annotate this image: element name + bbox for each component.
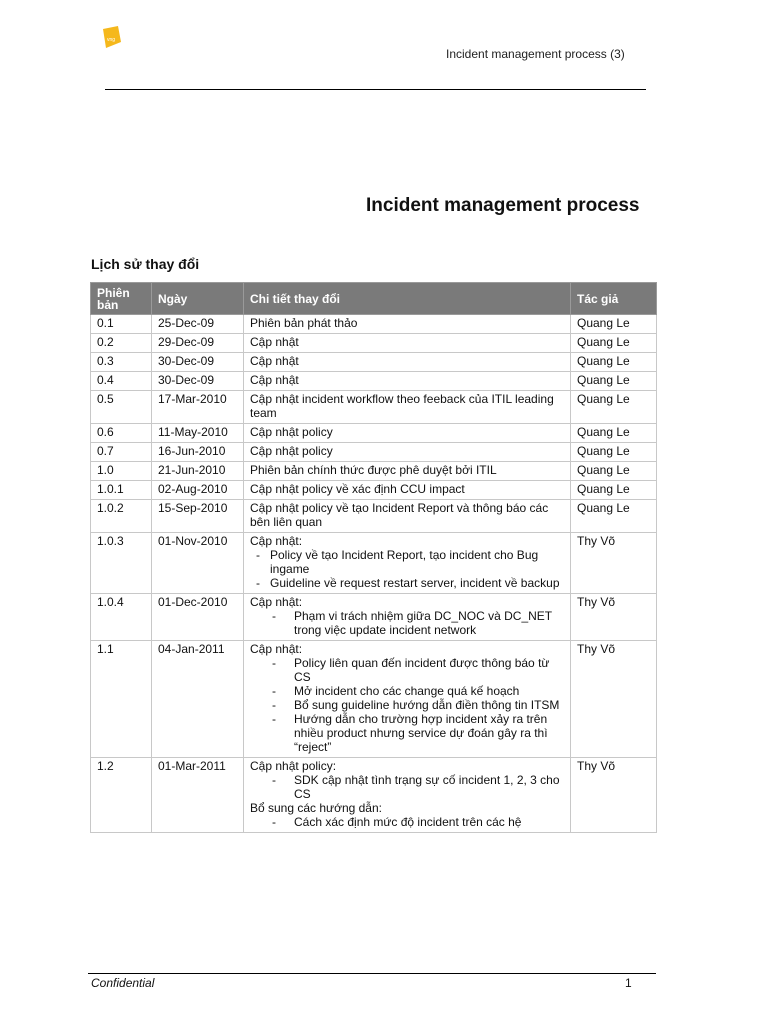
details-text: Cập nhật	[250, 373, 299, 387]
details-cell	[244, 533, 571, 594]
version-cell: 1.0.4	[91, 594, 152, 641]
table-row	[91, 315, 657, 334]
author-cell: Thy Võ	[571, 594, 657, 641]
section-heading: Lịch sử thay đổi	[91, 256, 200, 272]
details-bullet-item: - Policy về tạo Incident Report, tạo incident cho Bug ingame	[250, 548, 564, 576]
details-cell	[244, 462, 571, 481]
details-cell	[244, 758, 571, 833]
date-cell: 21-Jun-2010	[152, 462, 244, 481]
table-body	[91, 315, 657, 833]
details-text: Cập nhật:	[250, 595, 303, 609]
date-cell: 29-Dec-09	[152, 334, 244, 353]
version-cell: 1.0.3	[91, 533, 152, 594]
details-cell	[244, 424, 571, 443]
details-cell	[244, 641, 571, 758]
page-number: 1	[625, 976, 632, 990]
table-row	[91, 641, 657, 758]
details-text: Cập nhật policy về xác định CCU impact	[250, 482, 465, 496]
change-history-table	[90, 282, 657, 833]
version-cell: 1.0	[91, 462, 152, 481]
details-text: Cập nhật policy	[250, 425, 333, 439]
details-bullet-item: - Mở incident cho các change quá kế hoạch	[250, 684, 564, 698]
header-divider	[105, 89, 646, 90]
date-cell: 02-Aug-2010	[152, 481, 244, 500]
details-cell	[244, 391, 571, 424]
author-cell: Thy Võ	[571, 641, 657, 758]
version-cell: 1.0.1	[91, 481, 152, 500]
table-row	[91, 594, 657, 641]
details-text: Bổ sung các hướng dẫn:	[250, 801, 382, 815]
version-cell: 0.7	[91, 443, 152, 462]
details-bullet-item: - Guideline về request restart server, incident về backup	[250, 576, 564, 590]
author-cell: Thy Võ	[571, 758, 657, 833]
version-cell: 0.2	[91, 334, 152, 353]
details-text: Phiên bản phát thảo	[250, 316, 358, 330]
details-text: Cập nhật	[250, 354, 299, 368]
version-cell: 1.2	[91, 758, 152, 833]
author-cell: Quang Le	[571, 315, 657, 334]
table-row	[91, 353, 657, 372]
date-cell: 30-Dec-09	[152, 353, 244, 372]
details-cell	[244, 334, 571, 353]
details-bullet-list	[250, 773, 564, 801]
version-cell: 1.1	[91, 641, 152, 758]
svg-text:vng: vng	[107, 37, 116, 43]
date-cell: 25-Dec-09	[152, 315, 244, 334]
column-header-date: Ngày	[152, 283, 244, 315]
details-text: Cập nhật:	[250, 642, 303, 656]
details-bullet-item: - Phạm vi trách nhiệm giữa DC_NOC và DC_NET trong việc update incident network	[250, 609, 564, 637]
company-logo	[101, 25, 123, 50]
table-row	[91, 391, 657, 424]
details-cell	[244, 315, 571, 334]
date-cell: 01-Nov-2010	[152, 533, 244, 594]
details-text: Cập nhật policy	[250, 444, 333, 458]
column-header-version: Phiên bản	[91, 283, 152, 315]
author-cell: Quang Le	[571, 334, 657, 353]
details-text: Cập nhật	[250, 335, 299, 349]
author-cell: Quang Le	[571, 481, 657, 500]
author-cell: Quang Le	[571, 391, 657, 424]
details-bullet-item: - Hướng dẫn cho trường hợp incident xảy ra trên nhiều product nhưng service dự đoán gây ra thì “reject”	[250, 712, 564, 754]
version-cell: 0.6	[91, 424, 152, 443]
table-header-row	[91, 283, 657, 315]
version-cell: 1.0.2	[91, 500, 152, 533]
date-cell: 01-Dec-2010	[152, 594, 244, 641]
details-bullet-item: - Policy liên quan đến incident được thông báo từ CS	[250, 656, 564, 684]
column-header-details: Chi tiết thay đổi	[244, 283, 571, 315]
author-cell: Quang Le	[571, 500, 657, 533]
version-cell: 0.3	[91, 353, 152, 372]
date-cell: 11-May-2010	[152, 424, 244, 443]
table-row	[91, 500, 657, 533]
date-cell: 17-Mar-2010	[152, 391, 244, 424]
details-text: Cập nhật incident workflow theo feeback của ITIL leading team	[250, 392, 554, 420]
header-title: Incident management process (3)	[446, 47, 625, 61]
table-row	[91, 758, 657, 833]
column-header-author: Tác giả	[571, 283, 657, 315]
author-cell: Quang Le	[571, 424, 657, 443]
details-cell	[244, 353, 571, 372]
details-bullet-item: - SDK cập nhật tình trạng sự cố incident 1, 2, 3 cho CS	[250, 773, 564, 801]
details-cell	[244, 372, 571, 391]
author-cell: Quang Le	[571, 353, 657, 372]
details-bullet-list	[250, 548, 564, 590]
details-text: Cập nhật policy về tạo Incident Report và thông báo các bên liên quan	[250, 501, 549, 529]
details-bullet-list	[250, 815, 564, 829]
date-cell: 01-Mar-2011	[152, 758, 244, 833]
version-cell: 0.1	[91, 315, 152, 334]
details-cell	[244, 443, 571, 462]
document-title: Incident management process	[366, 195, 640, 216]
details-text: Cập nhật:	[250, 534, 303, 548]
footer-divider	[88, 973, 656, 974]
table-row	[91, 334, 657, 353]
table-row	[91, 424, 657, 443]
table-row	[91, 372, 657, 391]
date-cell: 04-Jan-2011	[152, 641, 244, 758]
details-cell	[244, 500, 571, 533]
author-cell: Quang Le	[571, 462, 657, 481]
author-cell: Thy Võ	[571, 533, 657, 594]
table-row	[91, 481, 657, 500]
details-bullet-list	[250, 609, 564, 637]
details-cell	[244, 594, 571, 641]
date-cell: 16-Jun-2010	[152, 443, 244, 462]
table-row	[91, 462, 657, 481]
details-cell	[244, 481, 571, 500]
details-bullet-list	[250, 656, 564, 754]
version-cell: 0.5	[91, 391, 152, 424]
table-row	[91, 533, 657, 594]
author-cell: Quang Le	[571, 372, 657, 391]
footer-confidential: Confidential	[91, 976, 155, 990]
author-cell: Quang Le	[571, 443, 657, 462]
details-bullet-item: - Cách xác định mức độ incident trên các hệ	[250, 815, 564, 829]
date-cell: 15-Sep-2010	[152, 500, 244, 533]
date-cell: 30-Dec-09	[152, 372, 244, 391]
details-text: Phiên bản chính thức được phê duyệt bởi ITIL	[250, 463, 497, 477]
table-row	[91, 443, 657, 462]
details-text: Cập nhật policy:	[250, 759, 337, 773]
version-cell: 0.4	[91, 372, 152, 391]
details-bullet-item: - Bổ sung guideline hướng dẫn điền thông tin ITSM	[250, 698, 564, 712]
